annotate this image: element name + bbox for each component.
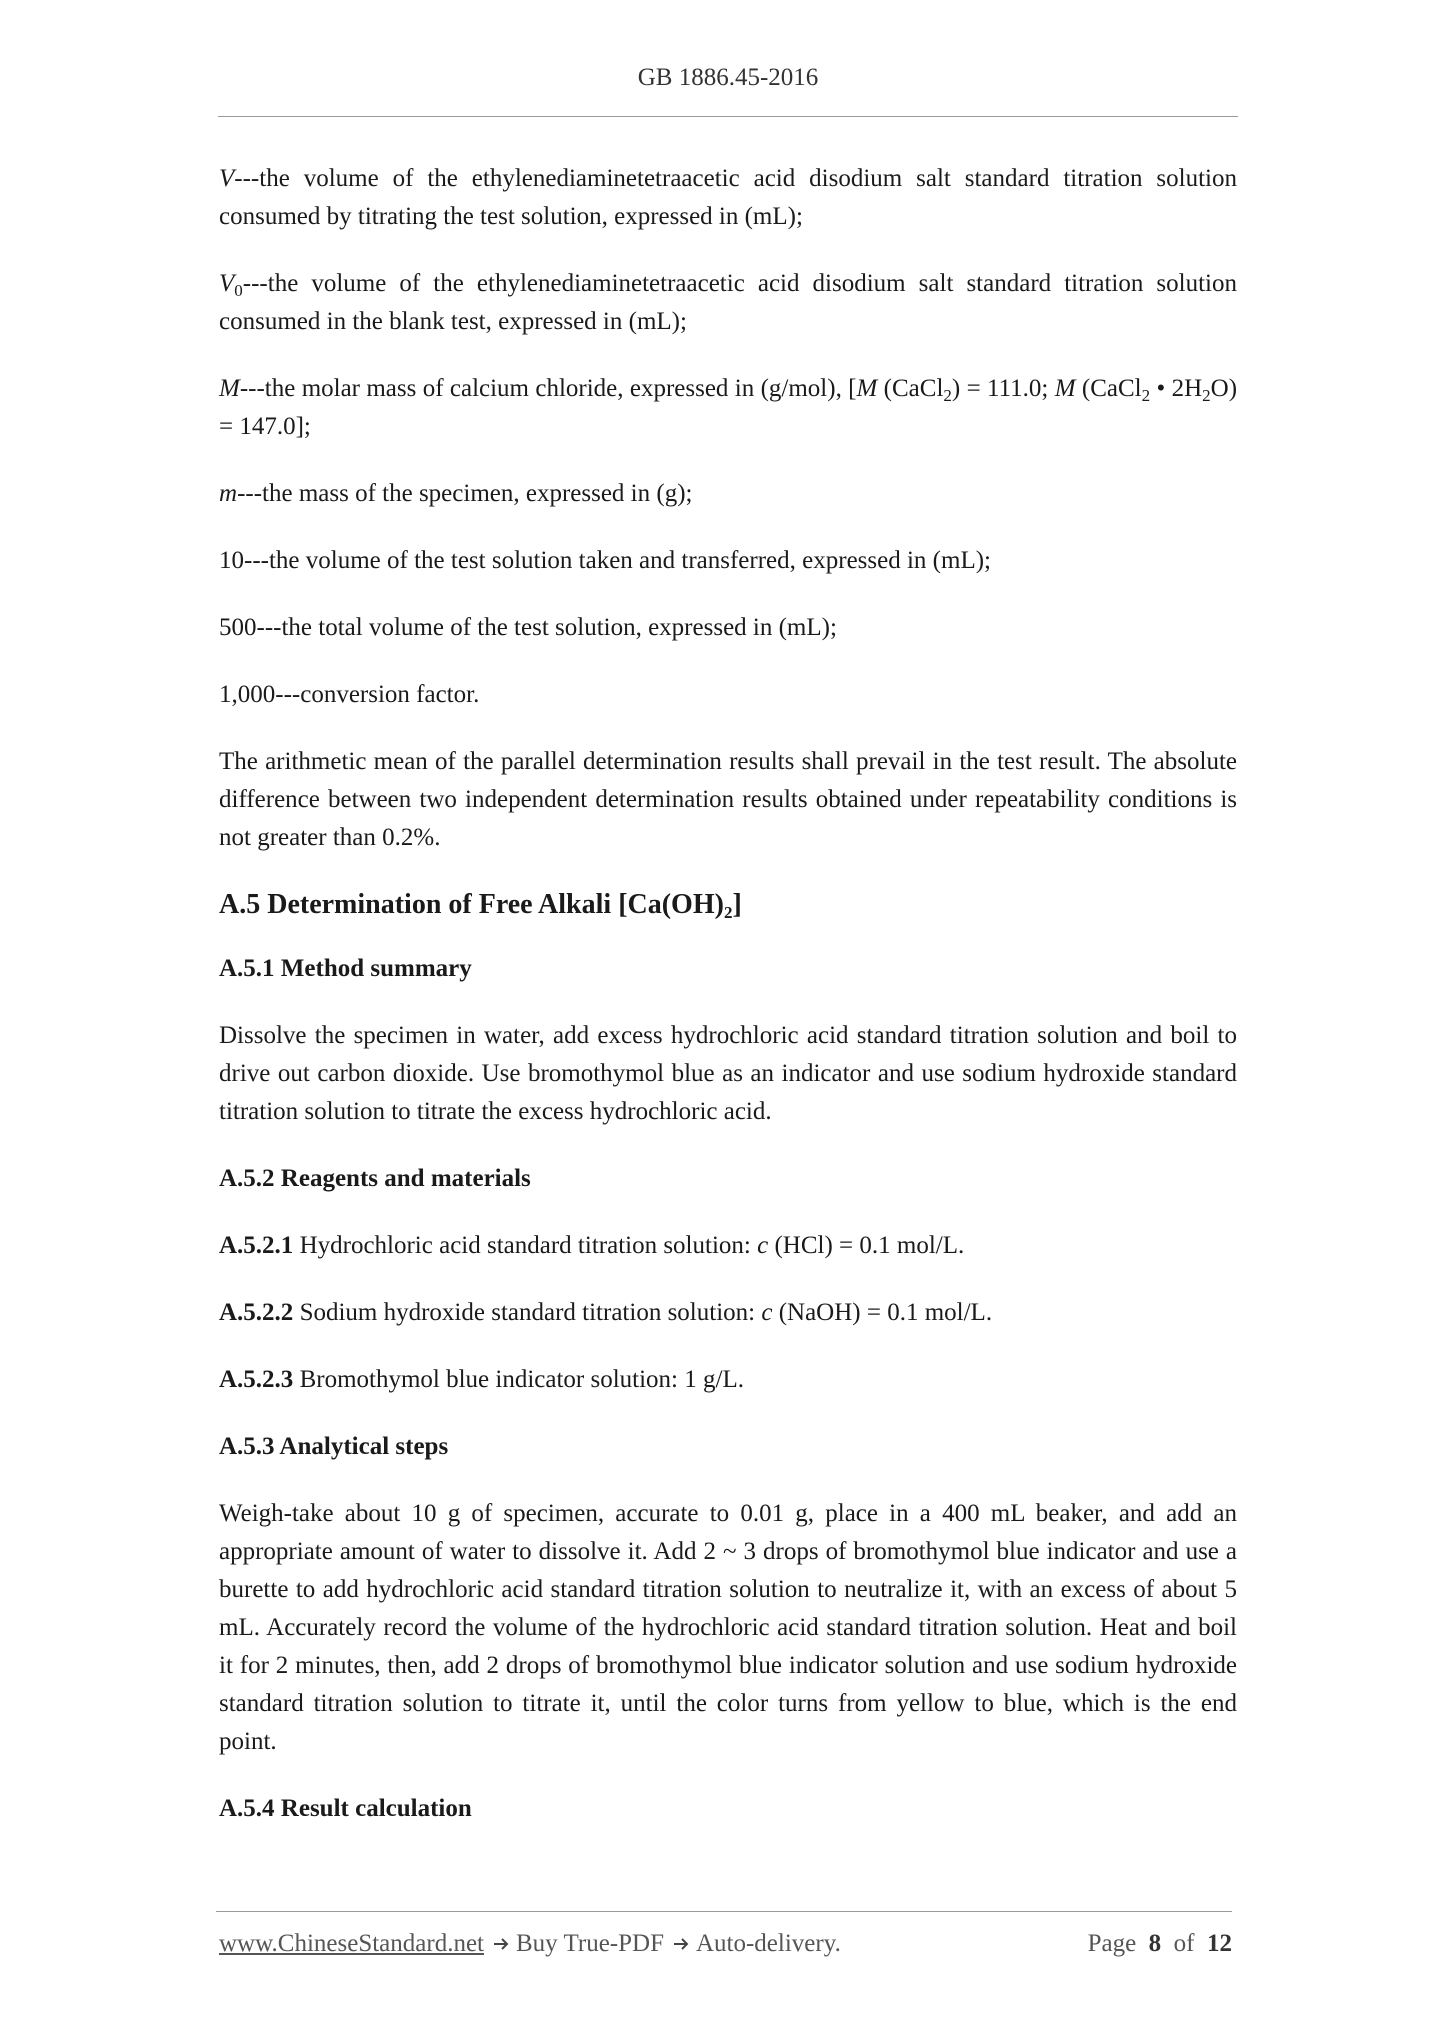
mean-paragraph: The arithmetic mean of the parallel determination results shall prevail in the test result. The absolute difference between two independent determination results obtained under repeatability conditions is not greater than 0.2%. — [219, 748, 1237, 851]
arrow-right-icon — [672, 1935, 690, 1953]
section-a54-heading: A.5.4 Result calculation — [219, 1795, 472, 1822]
section-a51-heading: A.5.1 Method summary — [219, 955, 472, 982]
def-molar-mass-text-b: (CaCl — [877, 375, 944, 402]
def-molar-mass-text-e: • 2H — [1150, 375, 1203, 402]
def-v — [219, 160, 1237, 236]
header-rule — [218, 116, 1238, 117]
reagent-concentration-symbol: c — [761, 1299, 773, 1326]
reagent-item — [219, 1227, 1237, 1265]
arrow-right-icon — [492, 1935, 510, 1953]
def-molar-mass-m1: M — [856, 375, 878, 402]
section-a51-text: Dissolve the specimen in water, add excess hydrochloric acid standard titration solution and boil to drive out carbon dioxide. Use bromothymol blue as an indicator and use sodium hydroxide standard titration solution to titrate the excess hydrochloric acid. — [219, 1022, 1237, 1125]
header-doc-id: GB 1886.45-2016 — [637, 64, 819, 91]
reagent-item — [219, 1294, 1237, 1332]
reagent-text: Sodium hydroxide standard titration solution: — [293, 1299, 762, 1326]
def-molar-mass-text-d: (CaCl — [1075, 375, 1142, 402]
section-a53-heading: A.5.3 Analytical steps — [219, 1433, 449, 1460]
page-number: 8 — [1148, 1930, 1162, 1957]
page-label: Page — [1087, 1930, 1137, 1957]
section-a5-title-a: A.5 Determination of Free Alkali [Ca(OH) — [219, 889, 724, 920]
reagent-text: Hydrochloric acid standard titration solution: — [293, 1232, 758, 1259]
def-v0-symbol: V — [219, 270, 235, 297]
reagent-number: A.5.2.1 — [219, 1232, 294, 1259]
page-body — [219, 160, 1237, 1857]
def-ten: 10---the volume of the test solution taken and transferred, expressed in (mL); — [219, 547, 991, 574]
reagent-text: Bromothymol blue indicator solution: 1 g/L. — [293, 1366, 744, 1393]
def-mass — [219, 475, 1237, 513]
reagent-text-tail: (NaOH) = 0.1 mol/L. — [772, 1299, 993, 1326]
def-v0-subscript: 0 — [234, 281, 243, 300]
section-a53-text: Weigh-take about 10 g of specimen, accurate to 0.01 g, place in a 400 mL beaker, and add an appropriate amount of water to dissolve it. Add 2 ~ 3 drops of bromothymol blue indicator and use a burette to add hydrochloric acid standard titration solution to neutralize it, with an excess of about 5 mL. Accurately record the volume of the hydrochloric acid standard titration solution. Heat and boil it for 2 minutes, then, add 2 drops of bromothymol blue indicator solution and use sodium hydroxide standard titration solution to titrate it, until the color turns from yellow to blue, which is the end point. — [219, 1500, 1237, 1755]
section-a5-title-sub: 2 — [723, 903, 733, 922]
def-thousand: 1,000---conversion factor. — [219, 681, 480, 708]
def-v0-text: ---the volume of the ethylenediaminetetraacetic acid disodium salt standard titration solution consumed in the blank test, expressed in (mL); — [219, 270, 1237, 335]
def-v-symbol: V — [219, 165, 235, 192]
reagent-number: A.5.2.3 — [219, 1366, 294, 1393]
def-molar-mass-sub3: 2 — [1202, 386, 1211, 405]
page-indicator — [1088, 1930, 1232, 1958]
section-a5-heading — [219, 886, 1237, 924]
reagent-item — [219, 1361, 1237, 1399]
def-molar-mass-text-f: O) = 147.0]; — [219, 375, 1238, 440]
def-molar-mass-sub1: 2 — [943, 386, 952, 405]
reagent-text-tail: (HCl) = 0.1 mol/L. — [768, 1232, 965, 1259]
footer-left — [219, 1930, 841, 1958]
page-of-label: of — [1173, 1930, 1195, 1957]
def-v-text: ---the volume of the ethylenediaminetetraacetic acid disodium salt standard titration solution consumed by titrating the test solution, expressed in (mL); — [219, 165, 1237, 230]
def-mass-symbol: m — [219, 480, 238, 507]
def-molar-mass-sub2: 2 — [1141, 386, 1151, 405]
def-molar-mass-text-c: ) = 111.0; — [951, 375, 1055, 402]
def-molar-mass-m2: M — [1054, 375, 1076, 402]
def-mass-text: ---the mass of the specimen, expressed in (g); — [237, 480, 693, 507]
reagent-concentration-symbol: c — [757, 1232, 769, 1259]
def-molar-mass — [219, 370, 1237, 446]
def-molar-mass-text-a: ---the molar mass of calcium chloride, expressed in (g/mol), [ — [239, 375, 857, 402]
footer-buy-text: Buy True-PDF — [516, 1930, 664, 1957]
footer-rule — [216, 1911, 1232, 1912]
section-a52-heading: A.5.2 Reagents and materials — [219, 1165, 531, 1192]
page-total: 12 — [1207, 1930, 1232, 1957]
def-v0 — [219, 265, 1237, 341]
footer-link[interactable]: www.ChineseStandard.net — [219, 1930, 484, 1957]
def-molar-mass-symbol: M — [219, 375, 240, 402]
section-a5-title-b: ] — [732, 889, 742, 920]
def-five-hundred: 500---the total volume of the test solution, expressed in (mL); — [219, 614, 837, 641]
reagent-number: A.5.2.2 — [219, 1299, 294, 1326]
footer-delivery-text: Auto-delivery. — [695, 1930, 841, 1957]
